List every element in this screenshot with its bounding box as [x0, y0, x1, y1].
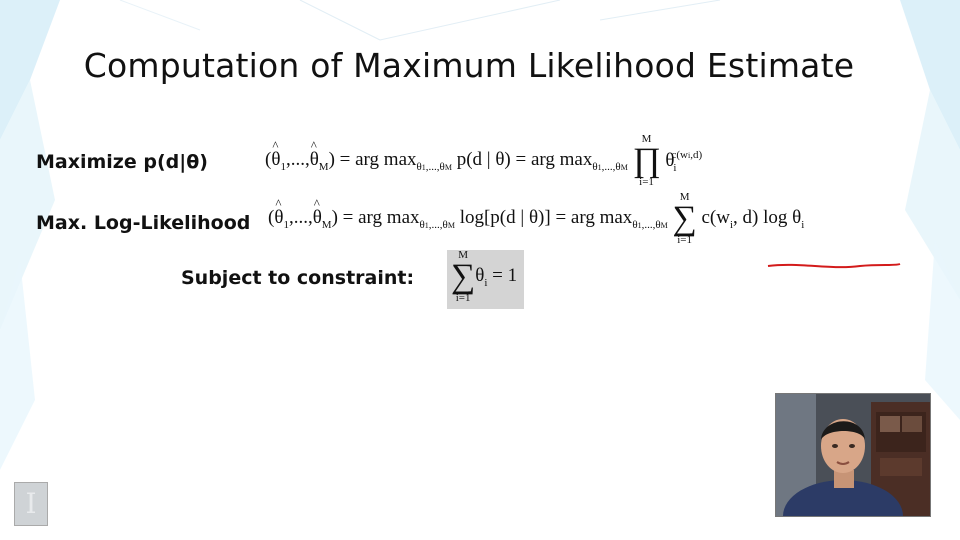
formula-constraint: M ∑ i=1 $\theta_i = 1$	[451, 249, 518, 304]
row-label-log-likelihood: Max. Log-Likelihood	[36, 212, 251, 234]
constraint-sum-operator: M ∑ i=1	[451, 249, 476, 304]
sum-operator: M ∑ i=1	[672, 191, 697, 246]
product-operator: M ∏ i=1	[632, 133, 661, 188]
formula-log-likelihood: (^ $\theta_1,...,\^{}$ $\theta_M$) = arg $\max_{\theta 1,...,\theta M} \log[p(d$ | θ)] = arg $\max_{\theta 1,...,\theta M}$ M ∑ i=1 $c(w_i$, d) $\log \theta_i$	[268, 192, 804, 246]
red-underline-annotation	[768, 264, 900, 267]
university-logo-icon: I	[14, 482, 48, 526]
presenter-webcam-icon	[776, 394, 930, 516]
formula-maximize: (^ $\theta_1,...,\^{}$ $\theta_M$) = arg $\max_{\theta 1,...,\theta M} p(d$ | θ) = arg $\max_{\theta 1,...,\theta M}$ M ∏ i=1 $\theta_i^{c(wi,d)}$	[265, 134, 702, 188]
slide-title: Computation of Maximum Likelihood Estimate	[83, 46, 855, 85]
constraint-label: Subject to constraint:	[181, 267, 415, 289]
row-label-maximize: Maximize p(d|θ)	[36, 151, 208, 173]
presenter-video	[775, 393, 931, 517]
